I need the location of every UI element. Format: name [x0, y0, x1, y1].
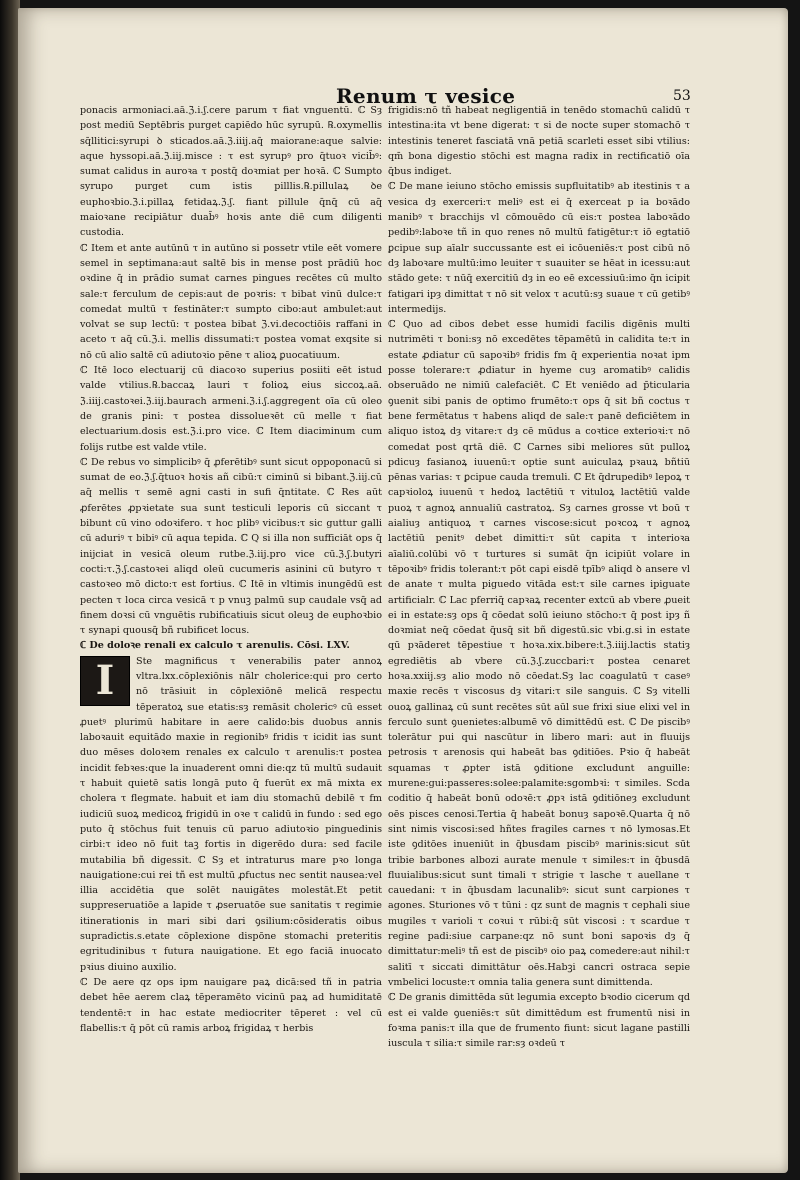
paragraph: frigidis:nō tñ habeat negligentiā in tenēdo stomachū calidū τ intestina:ita vt bene digerat: τ si de nocte super stomachō τ intestinis teneret fasciatā vnā petiā scarleti esset sibi vtilius: qm̄ bona digestio stōchi est magna radix in rectificatiō oīa q̄bus indiget.: [388, 105, 690, 178]
book-spine: [0, 0, 20, 1180]
paragraph: ℂ De mane ieiuno stōcho emissis supfluitatibꝰ ab itestinis τ a vesica dȝ exerceri:τ meliꝰ est ei q̄ exerceat p ia boꝛādo manibꝰ τ bracchijs vl cōmouēdo cū eis:τ postea laboꝛādo pedibꝰ:laboꝛe tñ in quo renes nō multū fatigētur:τ iō egtatiō ꝑcipue sup aīalr succussante est ei icōueniēs:τ post cibū nō dȝ laboꝛare multū:imo leuiter τ suauiter se hēat in icessu:aut stādo gete: τ nūq̄ exercitiū dȝ in eo eē excessiuū:imo q̄n icipit fatigari ipȝ dimittat τ nō sit velox τ acutū:sȝ suaue τ cū getibꝰ intermedijs.: [388, 181, 690, 315]
paragraph: ℂ De granis dimittēda sūt legumia excepto bꝛodio cicerum qd est ei valde ꝯueniēs:τ sūt dimittēdum est frumentū nisi in foꝛma panis:τ illa que de frumento fiunt: sicut lagane pastilli iuscula τ silia:τ simile rar:sȝ oꝛdeū τ: [388, 992, 690, 1050]
paragraph-with-initial: [80, 654, 382, 975]
drop-cap-initial: I: [80, 656, 130, 706]
paragraph: ℂ Item et ante autūnū τ in autūno si possetr vtile eēt vomere semel in septimana:aut saltē bis in mense post prādiū hoc oꝛdine q̄ in prādio sumat carnes pingues recētes cū multo sale:τ ferculum de cepis:aut de poꝛris: τ bibat vinū dulce:τ comedat multū τ festināter:τ sumpto cibo:aut ambulet:aut volvat se sup lectū: τ postea bibat ℨ.vi.decoctiōis raffani in aceto τ aq̄ cū.ℨ.i. mellis dissumati:τ postea vomat exqsite si nō cū alio saltē cū adiutoꝛio pēne τ alioꝝ ꝑuocatiuum.: [80, 242, 382, 361]
paragraph: ℂ De rebus vo simplicibꝰ q̄ ꝓferētibꝰ sunt sicut oppoponacū si sumat de eo.ℨ.ʃ.q̄tuoꝛ hoꝛis añ cibū:τ ciminū si bibant.ℨ.iij.cū aq̄ mellis τ semē agni casti in sufi q̄ntitate. ℂ Res aūt ꝓferētes ꝓpꝛietate sua sunt testiculi leporis cū siccant τ bibunt cū vino odoꝛifero. τ hoc plibꝰ vicibus:τ sic guttur galli cū aduriꝰ τ bibiꝰ cū aqua tepida. ℂ Q si illa non sufficiāt ops q̄ inijciat in vesicā oleum rutbe.ℨ.iij.pro vice cū.ℨ.ʃ.butyri cocti:τ.ℨ.ʃ.castoꝛei aliqd oleū cucumeris asinini cū butyro τ castoꝛeo mō dicto:τ est fortius. ℂ Itē in vltimis inungēdū est pecten τ loca circa vesicā τ p vnuꝫ palmū sup caudale vsq̄ ad finem doꝛsi cū vnguētis rubificatiuis sicut oleuꝫ de euphoꝛbio τ synapi quousq̄ bñ rubificet locus.: [80, 456, 382, 637]
running-head: Renum τ vesice: [336, 84, 516, 108]
folio-number: 53: [673, 88, 691, 104]
paragraph: ℂ Itē loco electuarij cū diacoꝛo superius posiiti eēt istud valde vtilius.℞.baccaꝝ lauri τ folioꝝ eius siccoꝝ.aā. ℨ.iiij.castoꝛei.ℨ.iij.baurach armeni.ℨ.i.ʃ.aggregent oīa cū oleo de granis pini: τ postea dissolueꝛēt cū melle τ fiat electuarium.dosis est.ℨ.i.pro vice. ℂ Item diaciminum cum folijs rutbe est valde vtile.: [80, 365, 382, 453]
chapter-heading: ℂ De doloꝛe renali ex calculo τ arenulis. Cōsi. LXV.: [80, 640, 350, 652]
paragraph: ponacis armoniaci.aā.ℨ.i.ʃ.cere parum τ fiat vnguentū. ℂ Sȝ post mediū Septēbris purget capiēdo hūc syrupū. ℞.oxymellis sq̄llitici:syrupi ꝺ sticados.aā.ℨ.iiij.aq̄ maiorane:aque salvie: aque hyssopi.aā.ℨ.iij.misce : τ est syrupꝰ pro q̄tuoꝛ vicib̄ꝰ: sumat calidus in auroꝛa τ postq̄ doꝛmiat per hoꝛā. ℂ Sumpto syrupo purget cum istis pilllis.℞.pillulaꝝ ꝺe euphoꝛbio.ℨ.i.pillaꝝ fetidaꝝ.ℨ.ʃ. fiant pillule q̄nq̄ cū aq̄ maioꝛane recipiātur duab̄ꝰ hoꝛis ante diē cum diligenti custodia.: [80, 105, 382, 239]
paragraph-text: Ste magnificus τ venerabilis pater annoꝝ vltra.lxx.cōplexiōnis nālr cholerice:qui pro certo nō trāsiuit in cōplexiōnē melicā respectu tēperatoꝝ sue etatis:sȝ remāsit cholericꝰ cū esset ꝓuetꝰ plurimū habitare in aere calido:bis duobus annis laboꝛauit equitādo maxie in regionibꝰ fridis τ icidit ias sunt duo mēses doloꝛem renales ex calculo τ arenulis:τ postea incidit febꝛes:que la inuaderent omni die:qz tū multū sudauit τ habuit quietē satis longā puto q̄ fuerūt ex mā mixta ex cholera τ flegmate. habuit et iam diu stomachū debilē τ fm iudiciū suoꝝ medicoꝝ frigidū in oꝛe τ calidū in fundo : sed ego puto q̄ stōchus fuit tenuis cū paruo adiutoꝛio pinguedinis cirbi:τ ideo nō fuit taꝫ fortis in digerēdo dura: sed facile mutabilia bñ digessit. ℂ Sȝ et intraturus mare pꝛo longa nauigatione:cui rei tñ est multū ꝓfuctus nec sentit nausea:vel illia accidētia que solēt nauigātes molestāt.Et petit suppreseruatiōe a lapide τ ꝓseruatōe sue sanitatis τ regimie itinerationis in mari sibi dari ꝯsilium:cōsideratis oibus supradictis.s.etate cōplexione dispōne stomachi preteritis egritudinibus τ futura nauigatione. Et ego faciā inuocato pꝛius diuino auxilio.: [80, 655, 382, 973]
paragraph: ℂ De aere qz ops ipm nauigare paꝝ dicā:sed tñ in patria debet hēe aerem claꝝ tēperamēto vicinū paꝝ ad humiditatē tendentē:τ in hac estate mediocriter tēperet : vel cū flabellis:τ q̄ pōt cū ramis arboꝝ frigidaꝝ τ herbis: [80, 976, 382, 1034]
paragraph: ℂ Quo ad cibos debet esse humidi facilis digēnis multi nutrimēti τ boni:sȝ nō excedētes tēpamētū in calidita te:τ in estate ꝓdiatur cū sapoꝛibꝰ fridis fm q̄ experientia noꝛat ipm posse tolerare:τ ꝓdiatur in hyeme cuȝ aromatibꝰ calidis obseruādo ne nimiū calefaciēt. ℂ Et veniēdo ad p̄ticularia ꝯuenit sibi panis de optimo frumēto:τ ops q̄ sit bñ coctus τ bene fermētatus τ habens aliqd de sale:τ panē deficiētem in aliquo istoꝝ dȝ vitare:τ dȝ cē mūdus a coꝛtice exterioꝛi:τ nō comedat post qrtā diē. ℂ Carnes sibi meliores sūt pulloꝝ pdicuȝ fasianoꝝ iuuenū:τ optie sunt auiculaꝝ pꝛauꝝ bñtiū pēnas varias: τ ꝑcipue cauda tremuli. ℂ Et q̄drupedibꝰ lepoꝝ τ capꝛioloꝝ iuuenū τ hedoꝝ lactētiū τ vituloꝝ lactētiū valde puoꝝ τ agnoꝝ annualiū castratoꝝ. Sȝ carnes grosse vt boū τ aialiuȝ antiquoꝝ τ carnes viscose:sicut poꝛcoꝝ τ agnoꝝ lactētiū penitꝰ debet dimitti:τ sūt capita τ interioꝛa aīaliū.colūbi vō τ turtures si sumāt q̄n icipiūt volare in tēpoꝛibꝰ fridis tolerant:τ pōt capi eisdē tpībꝰ aliqd ꝺ ansere vl de anate τ multa piguedo vitāda est:τ sile carnes ipiguate artificialr. ℂ Lac pferriq̄ capꝛaꝝ recenter extcū ab vbere ꝓueit ei in estate:sȝ ops q̄ cōedat solū ieiuno stōcho:τ q̄ post ipȝ ñ doꝛmiat neq̄ cōedat q̄usq̄ sit bñ digestū.sic vbi.g.si in estate qū pꝛāderet tēpestiue τ hoꝛa.xix.bibere:t.ℨ.iiij.lactis statiȝ egrediētis ab vbere cū.ℨ.ʃ.zuccbari:τ postea cenaret hoꝛa.xxiij.sȝ alio modo nō cōedat.Sȝ lac coagulatū τ caseꝰ maxie recēs τ viscosus dȝ vitari:τ sile sanguis. ℂ Sȝ vitelli ouoꝝ gallinaꝝ cū sunt recētes sūt aūl sue frixi siue elixi vel in ferculo sunt ꝯuenietes:albumē vō dimittēdū est. ℂ De piscibꝰ tolerātur pui qui nascūtur in libero mari: aut in fluuijs petrosis τ arenosis qui habeāt bas ꝯditiōes. Pꝛio q̄ habeāt squamas τ ꝓpter istā ꝯditione excludunt anguille: murene:gui:passeres:solee:palamite:sgombꝛi: τ similes. Scda coditio q̄ habeāt bonū odoꝛē:τ ꝓpꝛ istā ꝯditiōneȝ excludunt oēs pisces cenosi.Tertia q̄ habeāt bonuȝ sapoꝛē.Quarta q̄ nō sint nimis viscosi:sed hñtes fragiles carnes τ nō lymosas.Et iste ꝯditōes inueniūt in q̄busdam piscibꝰ marinis:sicut sūt tribie barbones albozi aurate menule τ similes:τ in q̄busdā fluuialibus:sicut sunt timali τ strigie τ lasche τ auellane τ cauedani: τ in q̄busdam lacunalibꝰ: sicut sunt carpiones τ agones. Sturiones vō τ tūni : qz sunt de magnis τ cephali siue mugiles τ varioli τ coꝛui τ rūbi:q̄ sūt viscosi : τ scardue τ regine padi:siue carpane:qz nō sunt boni sapoꝛis dȝ q̄ dimittatur:meliꝰ tñ est de piscibꝰ oio paꝝ comedere:aut nihil:τ salitī τ siccati dimittātur oēs.Habꝫi cancri ostraca sepie vmbelici locuste:τ omnia talia genera sunt dimittenda.: [388, 319, 690, 988]
left-column: [80, 103, 382, 1036]
right-column: [388, 103, 690, 1051]
